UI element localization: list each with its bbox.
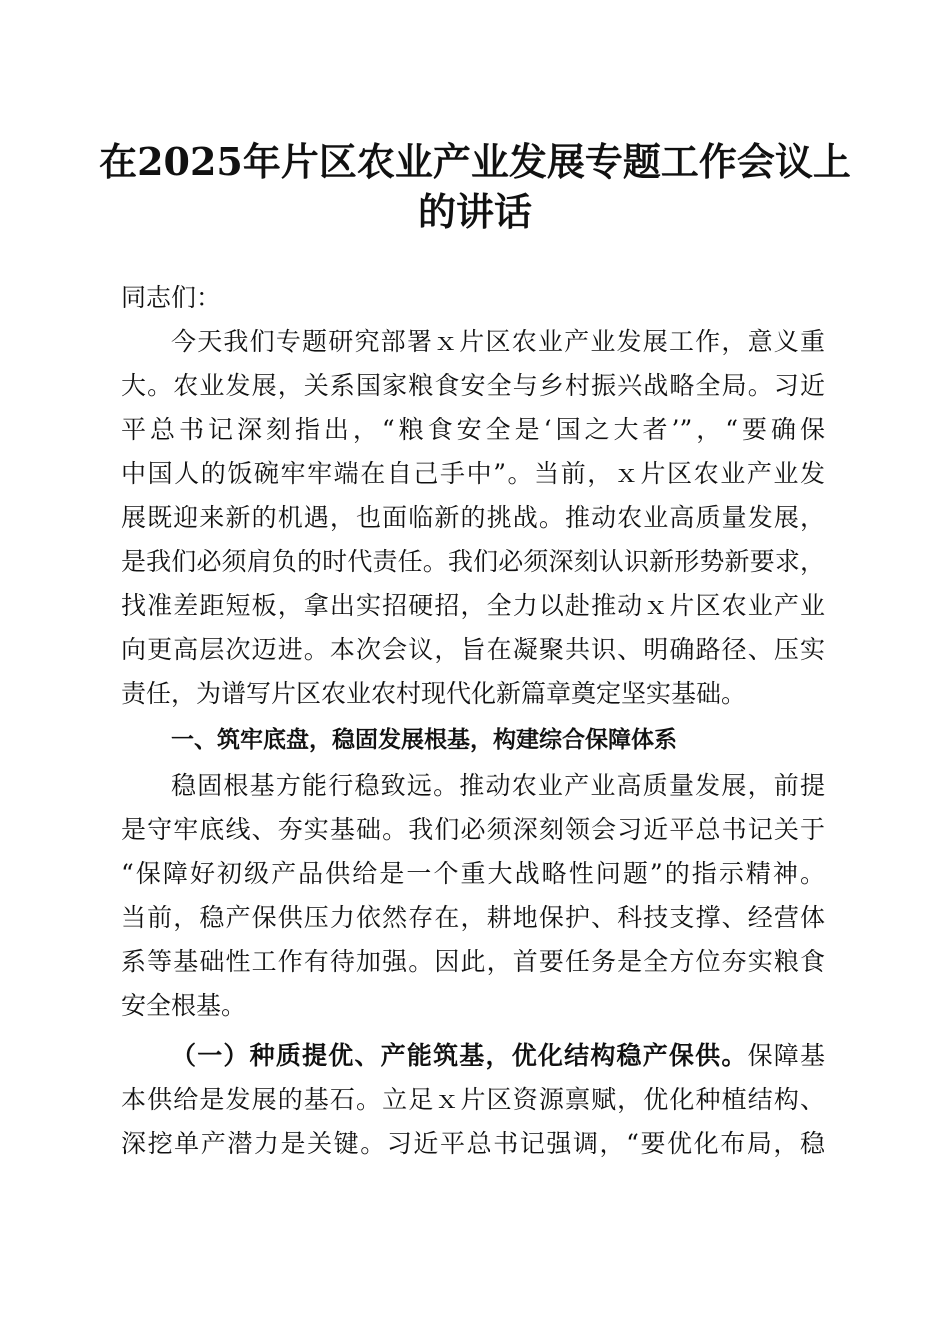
- intro-line: 展既迎来新的机遇，也面临新的挑战。推动农业高质量发展，: [121, 503, 825, 532]
- intro-line: 中国人的饭碗牢牢端在自己手中”。当前，ｘ片区农业产业发: [121, 459, 825, 488]
- intro-line: 大。农业发展，关系国家粮食安全与乡村振兴战略全局。习近: [121, 371, 825, 400]
- salutation: 同志们：: [121, 283, 222, 312]
- section1-line: 稳固根基方能行稳致远。推动农业产业高质量发展，前提: [171, 771, 825, 800]
- section1-line: 系等基础性工作有待加强。因此，首要任务是全方位夯实粮食: [121, 947, 825, 976]
- subsection-1-heading: （一）种质提优、产能筑基，优化结构稳产保供。: [171, 1041, 748, 1070]
- subsection-1-first-line: [171, 1034, 825, 1078]
- intro-line: 向更高层次迈进。本次会议，旨在凝聚共识、明确路径、压实: [121, 635, 825, 664]
- section1-line: 安全根基。: [121, 991, 247, 1020]
- intro-line: 是我们必须肩负的时代责任。我们必须深刻认识新形势新要求，: [121, 547, 825, 576]
- intro-line: 平总书记深刻指出，“粮食安全是‘国之大者’”，“要确保: [121, 415, 825, 444]
- intro-line: 找准差距短板，拿出实招硬招，全力以赴推动ｘ片区农业产业: [121, 591, 825, 620]
- subsection1-line: 深挖单产潜力是关键。习近平总书记强调，“要优化布局，稳: [121, 1129, 825, 1158]
- intro-line: 今天我们专题研究部署ｘ片区农业产业发展工作，意义重: [171, 327, 825, 356]
- subsection1-line: 本供给是发展的基石。立足ｘ片区资源禀赋，优化种植结构、: [121, 1085, 825, 1114]
- section1-line: 是守牢底线、夯实基础。我们必须深刻领会习近平总书记关于: [121, 815, 825, 844]
- section1-line: 当前，稳产保供压力依然存在，耕地保护、科技支撑、经营体: [121, 903, 825, 932]
- document-title-line-1: 在2025年片区农业产业发展专题工作会议上: [99, 139, 851, 184]
- section-heading-1: 一、筑牢底盘，稳固发展根基，构建综合保障体系: [171, 727, 677, 753]
- subsection-1-text: 保障基: [747, 1041, 825, 1070]
- document-title-line-2: 的讲话: [417, 189, 532, 234]
- intro-line: 责任，为谱写片区农业农村现代化新篇章奠定坚实基础。: [121, 679, 747, 708]
- section1-line: “保障好初级产品供给是一个重大战略性问题”的指示精神。: [121, 859, 825, 888]
